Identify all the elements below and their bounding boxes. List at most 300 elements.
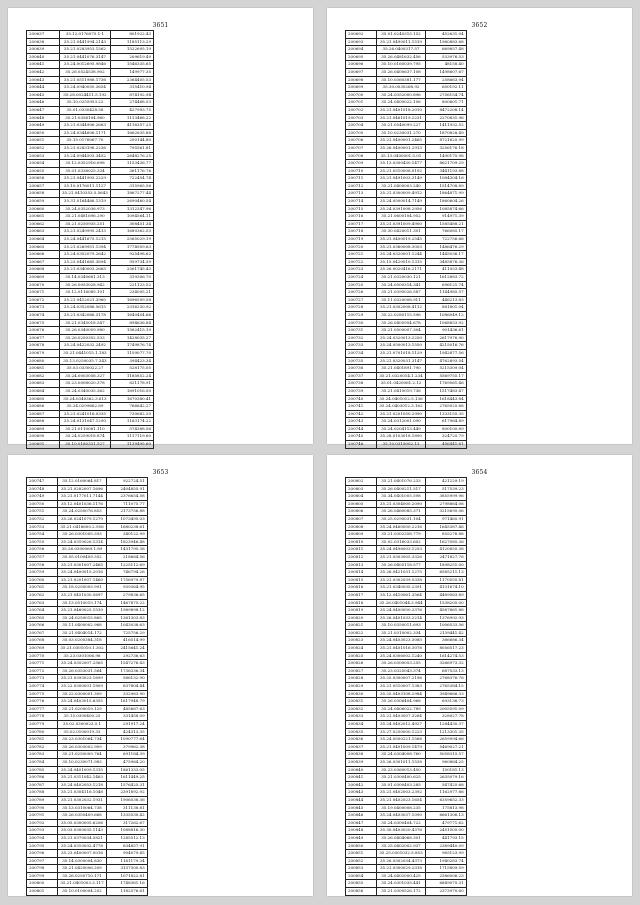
code-cell: 35.24.0500013.1550 [377,342,425,350]
amount-cell: 475964.20 [106,758,147,766]
amount-cell: 904079.45 [106,850,147,858]
amount-cell: 1960883.68 [425,38,466,46]
table-row [346,576,467,584]
record-id-cell: 200820 [346,614,377,622]
code-cell: 35.24.0402000.425 [377,872,425,880]
record-id-cell: 200700 [346,91,377,99]
record-id-cell: 200837 [346,743,377,751]
table-row [346,698,467,706]
record-id-cell: 200751 [27,508,58,516]
amount-cell: 427993.75 [110,106,153,114]
table-row [346,553,467,561]
table-row [27,99,154,107]
code-cell: 35.24.0391008.2956 [377,205,425,213]
code-cell: 35.03.0330022.27 [60,365,111,373]
table-row [346,46,467,54]
code-cell: 35.24.0352007.2565 [58,660,106,668]
record-id-cell: 200786 [27,774,58,782]
code-cell: 35.21.0310002.334 [377,629,425,637]
table-row [346,758,467,766]
record-id-cell: 200669 [27,274,60,282]
table-row [27,508,148,516]
table-row [346,160,467,168]
table-row [346,865,467,873]
table-row [27,160,154,168]
record-id-cell: 200847 [346,819,377,827]
code-cell: 35.18.0250005.991 [58,584,106,592]
record-id-cell: 200836 [346,736,377,744]
table-row [27,144,154,152]
amount-cell: 1428035.27 [110,334,153,342]
code-cell: 35.24.0402053.1218 [58,781,106,789]
code-cell: 35.24.0131047.1290 [60,418,111,426]
code-cell: 35.26.0020416.2171 [377,266,425,274]
code-cell: 35.26.0401044.3.944 [377,599,425,607]
code-cell: 35.28.0024411.5.192 [60,91,111,99]
table-row [27,198,154,206]
code-cell: 35.26.0301011.1538 [377,758,425,766]
code-cell: 35.02.0100019.33 [58,728,106,736]
record-id-cell: 200794 [27,834,58,842]
record-id-cell: 200712 [346,182,377,190]
code-cell: 35.21.0177011.7144 [58,493,106,501]
record-id-cell: 200778 [27,713,58,721]
amount-cell: 800100.89 [425,425,466,433]
table-row [27,553,148,561]
table-row [27,614,148,622]
code-cell: 35.21.0400001.2465 [377,137,425,145]
amount-cell: 4587861.88 [425,607,466,615]
record-id-cell: 200825 [346,652,377,660]
amount-cell: 340122.99 [106,531,147,539]
table-row [346,167,467,175]
record-id-cell: 200691 [27,441,60,449]
record-id-cell: 200677 [27,334,60,342]
code-cell: 35.24.0352086.5615 [60,304,111,312]
amount-cell: 746794.26 [106,569,147,577]
amount-cell: 1071822.81 [106,872,147,880]
record-id-cell: 200643 [27,76,60,84]
amount-cell: 2005591.09 [425,705,466,713]
table-row [27,425,154,433]
record-id-cell: 200755 [27,538,58,546]
table-row [27,152,154,160]
amount-cell: 800601.71 [425,99,466,107]
amount-cell: 317262.67 [106,819,147,827]
code-cell: 35.24.0401009.1315 [58,766,106,774]
code-cell: 35.24.0400050.2376 [377,607,425,615]
code-cell: 35.26.0250352.533 [60,334,111,342]
amount-cell: 361176.76 [110,167,153,175]
record-id-cell: 200713 [346,190,377,198]
table-row [346,872,467,880]
table-row [346,637,467,645]
record-id-cell: 200644 [27,84,60,92]
record-id-cell: 200788 [27,789,58,797]
code-cell: 35.24.0352079.2642 [60,251,111,259]
record-id-cell: 200773 [27,675,58,683]
amount-cell: 485667.63 [106,705,147,713]
table-row [27,576,148,584]
record-id-cell: 200779 [27,721,58,729]
record-id-cell: 200807 [346,515,377,523]
record-id-cell: 200714 [346,198,377,206]
table-row [27,410,154,418]
table-row [27,599,148,607]
record-id-cell: 200719 [346,236,377,244]
record-id-cell: 200754 [27,531,58,539]
code-cell: 35.26.0340059.980 [60,327,111,335]
table-row [27,175,154,183]
amount-cell: 874192.94 [110,91,153,99]
code-cell: 35.21.0540099.227 [377,122,425,130]
table-row [346,410,467,418]
amount-cell: 1748361.16 [106,880,147,888]
amount-cell: 711075.77 [106,500,147,508]
table-row [27,812,148,820]
amount-cell: 328027.78 [425,713,466,721]
code-cell: 35.26.0400637.108 [377,68,425,76]
table-row [346,281,467,289]
code-cell: 35.24.0204113.449 [377,425,425,433]
amount-cell: 331458.09 [106,713,147,721]
amount-cell: 3256176.18 [425,144,466,152]
table-row [346,880,467,888]
amount-cell: 379962.38 [106,743,147,751]
record-id-cell: 200742 [346,410,377,418]
amount-cell: 6585211.13 [425,569,466,577]
record-id-cell: 200799 [27,872,58,880]
table-row [27,395,154,403]
record-id-cell: 200688 [27,418,60,426]
record-id-cell: 200817 [346,591,377,599]
code-cell: 35.24.0301035.441 [377,880,425,888]
table-row [346,441,467,449]
table-row [27,888,148,896]
record-id-cell: 200768 [27,637,58,645]
amount-cell: 1139495.60 [110,441,153,449]
table-row [27,698,148,706]
amount-cell: 1361303.83 [106,614,147,622]
table-row [346,68,467,76]
table-row [346,152,467,160]
table-row [346,834,467,842]
code-cell: 35.24.0003058.327 [60,372,111,380]
table-row [346,774,467,782]
page-2 [327,8,632,447]
record-id-cell: 200852 [346,857,377,865]
record-id-cell: 200696 [346,61,377,69]
table-row [27,258,154,266]
amount-cell: 1546335.65 [110,61,153,69]
amount-cell: 1860604.26 [425,198,466,206]
amount-cell: 1445036.17 [425,251,466,259]
code-cell: 35.05.0100409.352 [58,553,106,561]
record-id-cell: 200828 [346,675,377,683]
code-cell: 35.03.0300035.1143 [58,827,106,835]
code-cell: 35.21.0401016.3078 [377,645,425,653]
code-cell: 35.21.0345018.547 [60,319,111,327]
code-cell: 35.24.0352036.973 [60,205,111,213]
page-3 [8,455,313,896]
code-cell: 35.24.0320001.1244 [377,251,425,259]
code-cell: 35.10.0176011.1127 [60,182,111,190]
table-row [346,478,467,486]
record-id-cell: 200734 [346,349,377,357]
table-row [27,311,154,319]
record-id-cell: 200667 [27,258,60,266]
code-cell: 35.24.0422032.2492 [60,342,111,350]
code-cell: 35.34.0401005.598 [377,493,425,501]
amount-cell: 1749876.74 [110,342,153,350]
amount-cell: 1680362.53 [110,228,153,236]
amount-cell: 1085874.66 [425,205,466,213]
record-id-cell: 200654 [27,160,60,168]
code-cell: 35.21.0441994.2143 [60,38,111,46]
table-row [346,304,467,312]
amount-cell: 722454.74 [110,175,153,183]
code-cell: 35.21.0410353.5.5643 [60,190,111,198]
table-row [27,705,148,713]
record-id-cell: 200818 [346,599,377,607]
record-id-cell: 200771 [27,660,58,668]
code-cell: 35.21.0395026.587 [377,289,425,297]
code-cell: 35.10.0319002.13 [377,441,425,449]
record-id-cell: 200805 [346,500,377,508]
code-cell: 35.13.0250035.7.343 [60,357,111,365]
code-cell: 35.21.0401018.2010 [377,106,425,114]
amount-cell: 8721625.99 [425,137,466,145]
table-row [346,569,467,577]
amount-cell: 1670380.41 [110,395,153,403]
table-row [27,774,148,782]
table-row [346,523,467,531]
amount-cell: 2765384.15 [425,683,466,691]
code-cell: 35.24.0300404.722 [377,819,425,827]
amount-cell: 965123.99 [425,850,466,858]
code-cell: 35.24.0403012.3.162 [377,403,425,411]
record-id-cell: 200676 [27,327,60,335]
code-cell: 35.21.0250009.764 [58,751,106,759]
amount-cell: 691184.39 [106,751,147,759]
code-cell: 35.23.0325043.374 [377,667,425,675]
record-id-cell: 200840 [346,766,377,774]
code-cell: 35.21.0460025.1539 [58,607,106,615]
code-cell: 35.25.0290031.104 [377,515,425,523]
code-cell: 35.21.0356104.960 [60,114,111,122]
record-id-cell: 200850 [346,842,377,850]
code-cell: 35.21.0370034.5821 [58,834,106,842]
amount-cell: 914971.39 [425,213,466,221]
record-id-cell: 200853 [346,865,377,873]
table-row [27,500,148,508]
code-cell: 35.21.0241016.0335 [60,410,111,418]
amount-cell: 1225112.69 [106,561,147,569]
record-id-cell: 200827 [346,667,377,675]
amount-cell: 394423.34 [110,357,153,365]
table-row [346,395,467,403]
table-row [346,667,467,675]
code-cell: 35.21.0300526.172 [377,888,425,896]
record-id-cell: 200846 [346,812,377,820]
code-cell: 35.23.0400007.0016 [58,850,106,858]
table-row [346,683,467,691]
amount-cell: 8056517.23 [425,645,466,653]
code-cell: 35.26.0300053.255 [377,660,425,668]
code-cell: 35.01.0420061.2.12 [377,380,425,388]
amount-cell: 1144985.57 [425,289,466,297]
code-cell: 35.26.0481632.456 [377,53,425,61]
table-row [27,493,148,501]
table-row [346,84,467,92]
amount-cell: 2765025.68 [425,403,466,411]
table-row [346,266,467,274]
record-id-cell: 200686 [27,403,60,411]
amount-cell: 574388.56 [110,425,153,433]
code-cell: 35.26.0300069.1.89 [58,546,106,554]
amount-cell: 1486476.29 [425,243,466,251]
table-row [27,129,154,137]
table-row [27,531,148,539]
code-cell: 35.21.0340003.2665 [60,266,111,274]
record-id-cell: 200830 [346,690,377,698]
code-cell: 35.21.0302039.5338 [377,576,425,584]
table-row [27,690,148,698]
code-cell: 35.21.0420006.209 [58,865,106,873]
record-id-cell: 200777 [27,705,58,713]
table-row [27,418,154,426]
code-cell: 35.21.0302032.1931 [58,796,106,804]
amount-cell: 2364405.53 [110,76,153,84]
table-row [346,220,467,228]
code-cell: 35.24.0306002.1240 [377,652,425,660]
amount-cell: 258663.94 [425,76,466,84]
code-cell: 35.26.0401033.2214 [377,614,425,622]
record-id-cell: 200812 [346,553,377,561]
amount-cell: 1736336.34 [106,667,147,675]
code-cell: 35.21.0401003.3.117 [58,880,106,888]
record-id-cell: 200854 [346,872,377,880]
code-cell: 35.21.0451030.5697 [58,591,106,599]
amount-cell: 1823946.48 [106,538,147,546]
record-id-cell: 200752 [27,515,58,523]
record-id-cell: 200666 [27,251,60,259]
table-row [346,122,467,130]
code-cell: 35.26.0053028.942 [60,281,111,289]
code-cell: 35.21.0510007.1383 [377,683,425,691]
table-row [346,182,467,190]
record-id-cell: 200737 [346,372,377,380]
table-row [346,425,467,433]
amount-cell: 1088816.30 [106,827,147,835]
table-row [346,380,467,388]
code-cell: 35.24.0496003.1253 [377,546,425,554]
record-id-cell: 200692 [346,31,377,39]
amount-cell: 1490175.98 [425,152,466,160]
amount-cell: 1756979.87 [106,576,147,584]
code-cell: 35.03.0200384.318 [58,637,106,645]
amount-cell: 2798864.08 [425,500,466,508]
amount-cell: 324725.79 [425,433,466,441]
table-row [27,804,148,812]
amount-cell: 1467875.22 [106,599,147,607]
amount-cell: 901436.61 [425,327,466,335]
code-cell: 35.12.0176075.1-1 [60,31,111,39]
table-row [27,365,154,373]
code-cell: 35.24.0320013.2250 [377,334,425,342]
code-cell: 35.21.0441076.3147 [60,53,111,61]
table-row [346,319,467,327]
record-id-cell: 200723 [346,266,377,274]
table-row [346,645,467,653]
table-row [27,274,154,282]
record-id-cell: 200775 [27,690,58,698]
record-id-cell: 200689 [27,425,60,433]
amount-cell: 1617948.79 [106,698,147,706]
table-row [346,236,467,244]
table-row [346,387,467,395]
amount-cell: 1333155.35 [425,410,466,418]
amount-cell: 2173756.88 [106,508,147,516]
table-row [346,129,467,137]
table-row [346,205,467,213]
record-id-cell: 200746 [346,441,377,449]
code-cell: 35.24.0940050.3654 [60,84,111,92]
code-cell: 35.26.0303002.909 [58,743,106,751]
amount-cell: 4131674.10 [425,584,466,592]
record-id-cell: 200736 [346,365,377,373]
record-id-cell: 200749 [27,493,58,501]
amount-cell: 8621709.29 [425,160,466,168]
code-cell: 35.26.0405954.678 [377,319,425,327]
amount-cell: 1870828.49 [425,129,466,137]
code-cell: 35.21.0301010.1.302 [58,645,106,653]
record-id-cell: 200665 [27,243,60,251]
code-cell: 35.13.0300430.1477 [377,160,425,168]
record-id-cell: 200762 [27,591,58,599]
record-id-cell: 200849 [346,834,377,842]
record-id-cell: 200744 [346,425,377,433]
amount-cell: 1376992.93 [425,614,466,622]
record-id-cell: 200803 [346,485,377,493]
record-id-cell: 200645 [27,91,60,99]
code-cell: 35.24.0340362.3.613 [60,395,111,403]
record-id-cell: 200851 [346,850,377,858]
table-row [346,827,467,835]
code-cell: 35.02.0300023.5.1 [58,721,106,729]
table-row [346,584,467,592]
table-row [346,418,467,426]
code-cell: 35.24.0312001.090 [377,418,425,426]
record-id-cell: 200681 [27,365,60,373]
amount-cell: 2415641.24 [106,645,147,653]
amount-cell: 1906538.36 [106,796,147,804]
table-row [27,629,148,637]
record-id-cell: 200740 [346,395,377,403]
code-cell: 35.21.0269951.1394 [60,243,111,251]
code-cell: 35.26.0241079.1279 [58,515,106,523]
code-cell: 35.26.0301005.393 [58,531,106,539]
record-id-cell: 200822 [346,629,377,637]
code-cell: 35.26.0460085.371 [377,508,425,516]
table-row [27,372,154,380]
amount-cell: 1043038.63 [106,622,147,630]
amount-cell: 971465.91 [425,515,466,523]
amount-cell: 959734.39 [110,258,153,266]
code-cell: 35.21.0300009.4912 [377,190,425,198]
code-cell: 35.21.0401076.233 [377,478,425,486]
record-id-cell: 200694 [346,46,377,54]
